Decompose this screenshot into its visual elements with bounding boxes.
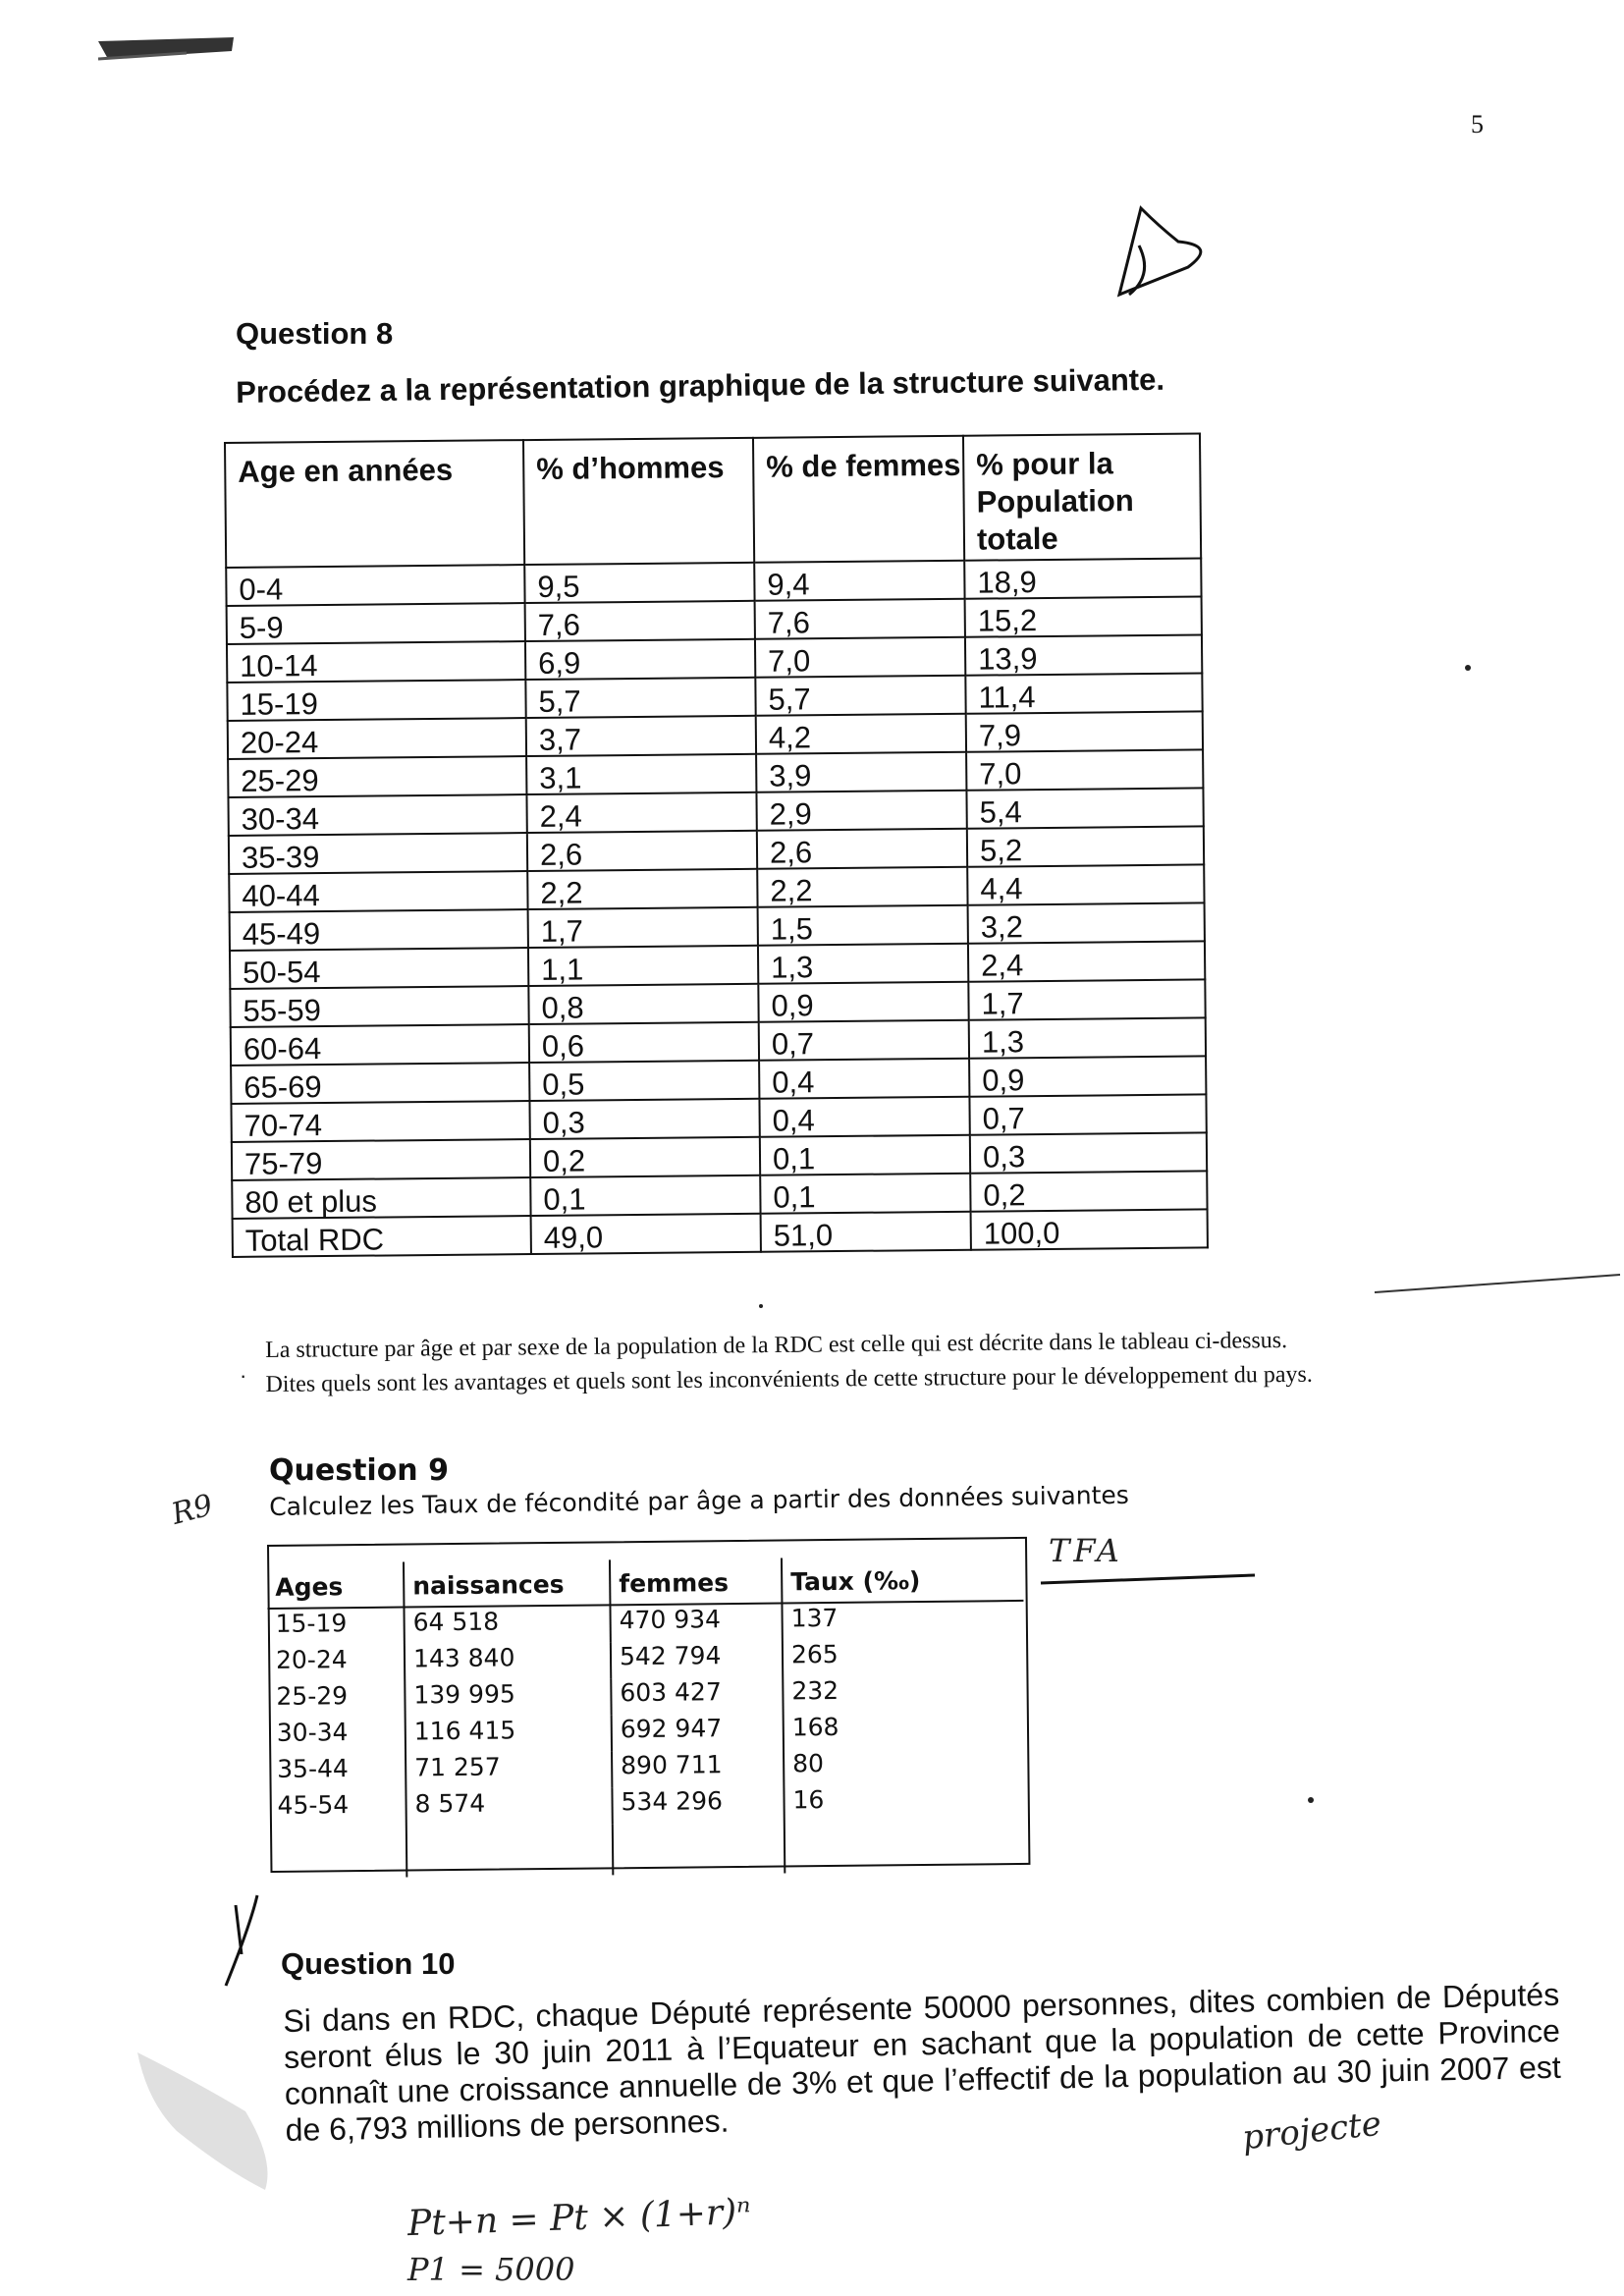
fecundity-table: [267, 1556, 1026, 1879]
cell-total: 15,2: [965, 596, 1202, 636]
cell-rate: 265: [790, 1639, 839, 1669]
cell-men: 0,6: [529, 1022, 759, 1063]
cell-age: 55-59: [230, 986, 528, 1027]
cell-total: 0,9: [969, 1056, 1206, 1096]
cell-total: 5,4: [966, 788, 1203, 828]
description-line-1: La structure par âge et par sexe de la population de la RDC est celle qui est décrite dans le tableau ci-dessus.: [265, 1328, 1288, 1363]
cell-women: 692 947: [612, 1714, 784, 1752]
col-births: naissances: [404, 1559, 610, 1607]
cell-men: 2,4: [526, 793, 756, 833]
cell-women: 0,4: [759, 1097, 969, 1137]
cell-births: 116 415: [406, 1715, 612, 1753]
tfa-arrow: [1041, 1575, 1255, 1583]
cell-men: 3,1: [526, 754, 756, 794]
cell-age: 45-49: [230, 909, 528, 951]
handwritten-projecte: projecte: [1240, 2104, 1383, 2159]
description-line-2: Dites quels sont les avantages et quels sont les inconvénients de cette structure pour le développement du pays.: [265, 1361, 1313, 1397]
cell-women: 0,1: [760, 1135, 970, 1175]
cell-age: Total RDC: [233, 1216, 531, 1257]
cell-women: 5,7: [755, 676, 965, 716]
cell-rate: 168: [791, 1712, 839, 1742]
cell-men: 49,0: [531, 1214, 761, 1254]
cell-age: 70-74: [231, 1101, 529, 1142]
cell-men: 0,5: [529, 1061, 759, 1101]
cell-total: 3,2: [968, 902, 1205, 943]
cell-age: 75-79: [232, 1139, 530, 1180]
cell-ages: 30-34: [269, 1718, 406, 1755]
table-row-empty: [270, 1820, 1027, 1879]
cell-births: 139 995: [405, 1678, 611, 1717]
question-9-title: Question 9: [269, 1453, 449, 1488]
cell-men: 0,3: [529, 1099, 759, 1139]
cell-women: 4,2: [756, 714, 966, 754]
cell-age: 60-64: [231, 1024, 529, 1066]
cell-total: 7,0: [966, 749, 1203, 790]
cell-men: 2,2: [527, 869, 757, 909]
handwritten-formula-2: P1 = 5000: [407, 2251, 575, 2288]
cell-age: 80 et plus: [232, 1177, 530, 1219]
col-women: % de femmes: [753, 436, 964, 563]
cell-total: 13,9: [965, 634, 1202, 675]
cell-total: 0,3: [970, 1132, 1207, 1173]
cell-women: 2,6: [757, 829, 967, 869]
cell-rate: 16: [792, 1785, 825, 1815]
cell-age: 15-19: [227, 680, 525, 721]
cell-men: 3,7: [526, 716, 756, 756]
check-mark: [226, 1895, 257, 1986]
cell-women: 0,4: [759, 1059, 969, 1099]
cell-age: 20-24: [228, 718, 526, 759]
table-row-total: [233, 1209, 1208, 1257]
cell-age: 50-54: [230, 948, 528, 989]
cell-total: 0,2: [970, 1171, 1207, 1211]
cell-ages: 15-19: [267, 1608, 404, 1646]
triangle-doodle: [1119, 208, 1201, 295]
handwritten-tfa: TFA: [1049, 1532, 1123, 1569]
cell-total: 11,4: [965, 673, 1202, 713]
age-structure-table: [224, 432, 1209, 1258]
cell-women: 0,1: [760, 1174, 970, 1214]
cell-women: 603 427: [611, 1677, 783, 1716]
cell-total: 100,0: [971, 1209, 1208, 1249]
cell-women: 9,4: [754, 561, 964, 601]
cell-women: 470 934: [610, 1604, 782, 1643]
col-men: % d’hommes: [523, 438, 754, 565]
question-10-text: Si dans en RDC, chaque Député représente 50000 personnes, dites combien de Députés seront élus le 30 juin 2011 à l’Equateur en sachant que la population de cette Province connaît une croissance annuelle de 3% et que l’effectif de la population au 30 juin 2007 est de 6,793 millions de personnes.: [283, 1976, 1562, 2149]
page-number: 5: [1471, 110, 1484, 138]
cell-women: 890 711: [612, 1750, 784, 1788]
cell-age: 10-14: [227, 641, 525, 683]
cell-rate: 80: [792, 1749, 825, 1778]
cell-births: 71 257: [406, 1751, 612, 1789]
cell-age: 30-34: [228, 794, 526, 836]
col-age: Age en années: [225, 440, 524, 568]
cell-women: 0,7: [759, 1020, 969, 1061]
cell-total: 1,7: [968, 979, 1205, 1019]
question-8-instruction: Procédez a la représentation graphique de la structure suivante.: [236, 361, 1165, 410]
cell-women: 3,9: [756, 752, 966, 793]
cell-births: 8 574: [406, 1787, 612, 1826]
col-total: % pour la Population totale: [963, 433, 1201, 560]
cell-total: 7,9: [966, 711, 1203, 751]
cell-women: 51,0: [761, 1212, 971, 1252]
cell-ages: 45-54: [269, 1790, 406, 1828]
cell-rate: 137: [790, 1603, 839, 1633]
table-header-row: [225, 433, 1201, 568]
cell-rate: 232: [791, 1675, 839, 1706]
question-9-instruction: Calculez les Taux de fécondité par âge a partir des données suivantes: [269, 1480, 1130, 1521]
cell-men: 0,2: [530, 1137, 760, 1177]
cell-men: 7,6: [525, 601, 755, 641]
cell-ages: 35-44: [269, 1754, 406, 1791]
cell-ages: 20-24: [268, 1645, 405, 1682]
cell-births: 64 518: [404, 1605, 610, 1644]
cell-women: 2,2: [757, 867, 967, 907]
cell-men: 1,7: [528, 907, 758, 948]
cell-women: 534 296: [612, 1786, 784, 1825]
handwritten-formula: Pt+n = Pt × (1+r)ⁿ: [406, 2191, 752, 2245]
bullet-dot: ·: [240, 1363, 247, 1388]
question-8-description: [265, 1322, 1513, 1402]
cell-age: 40-44: [229, 871, 527, 912]
col-rate: Taux (‰): [782, 1556, 1023, 1604]
cell-men: 0,1: [530, 1175, 760, 1216]
cell-women: 1,3: [758, 944, 968, 984]
cell-total: 1,3: [969, 1017, 1206, 1058]
cell-total: 5,2: [967, 826, 1204, 866]
cell-men: 2,6: [527, 831, 757, 871]
cell-men: 1,1: [528, 946, 758, 986]
cell-women: 1,5: [758, 905, 968, 946]
col-women: femmes: [610, 1558, 782, 1606]
cell-men: 0,8: [528, 984, 758, 1024]
handwritten-margin-mark: R9: [168, 1488, 217, 1532]
question-10-title: Question 10: [281, 1946, 456, 1981]
cell-age: 25-29: [228, 756, 526, 797]
cell-age: 65-69: [231, 1063, 529, 1104]
cell-total: 2,4: [968, 941, 1205, 981]
question-8-title: Question 8: [236, 316, 394, 351]
cell-men: 9,5: [524, 563, 754, 603]
cell-age: 0-4: [226, 565, 524, 606]
cell-ages: 25-29: [268, 1681, 405, 1719]
cell-women: 0,9: [758, 982, 968, 1022]
cell-men: 6,9: [525, 639, 755, 680]
cell-total: 0,7: [969, 1094, 1206, 1134]
cell-women: 2,9: [756, 791, 966, 831]
col-ages: Ages: [267, 1562, 404, 1609]
table-header-row: [267, 1556, 1023, 1609]
cell-age: 5-9: [227, 603, 525, 644]
cell-women: 7,0: [755, 637, 965, 678]
cell-women: 7,6: [755, 599, 965, 639]
cell-men: 5,7: [525, 678, 755, 718]
cell-births: 143 840: [405, 1642, 611, 1680]
cell-women: 542 794: [611, 1641, 783, 1679]
cell-total: 4,4: [967, 864, 1204, 904]
cell-age: 35-39: [229, 833, 527, 874]
cell-total: 18,9: [964, 558, 1201, 598]
